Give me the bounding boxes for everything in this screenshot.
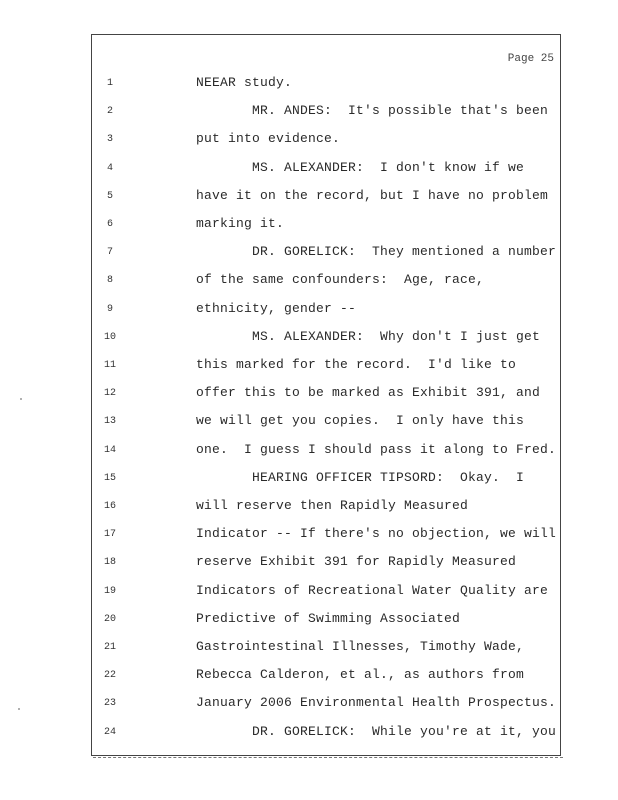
line-text: will reserve then Rapidly Measured	[196, 498, 469, 513]
line-text: marking it.	[196, 216, 285, 231]
line-number: 23	[103, 698, 116, 710]
transcript-line	[92, 329, 560, 349]
line-number: 9	[106, 303, 113, 315]
page-number: Page 25	[507, 53, 554, 65]
line-number: 15	[103, 472, 116, 484]
transcript-page	[91, 34, 561, 756]
line-number: 3	[106, 134, 113, 146]
line-number: 6	[106, 219, 113, 230]
scan-speck	[20, 398, 22, 400]
line-number: 12	[103, 388, 116, 400]
line-text: this marked for the record. I'd like to	[196, 357, 517, 372]
line-text: offer this to be marked as Exhibit 391, and	[196, 385, 541, 401]
transcript-line	[92, 526, 560, 546]
transcript-line	[92, 216, 560, 236]
line-text: Gastrointestinal Illnesses, Timothy Wade,	[196, 639, 525, 654]
transcript-line	[92, 75, 560, 95]
line-number: 19	[103, 585, 116, 597]
line-text: one. I guess I should pass it along to Fred.	[196, 441, 557, 457]
line-number: 5	[106, 190, 113, 202]
line-number: 17	[103, 529, 116, 541]
line-text: January 2006 Environmental Health Prospectus.	[196, 695, 557, 711]
transcript-line	[92, 639, 560, 659]
line-text: ethnicity, gender --	[196, 300, 357, 316]
line-number: 10	[103, 331, 116, 343]
transcript-line	[92, 103, 560, 123]
line-number: 4	[106, 162, 113, 174]
bottom-rule	[93, 757, 563, 758]
line-number: 21	[103, 642, 116, 653]
line-text: MS. ALEXANDER: I don't know if we	[252, 159, 525, 175]
transcript-line	[92, 357, 560, 377]
line-number: 18	[103, 557, 116, 569]
transcript-line	[92, 554, 560, 574]
line-number: 14	[103, 444, 116, 456]
transcript-line	[92, 413, 560, 433]
line-text: Rebecca Calderon, et al., as authors from	[196, 667, 525, 683]
transcript-line	[92, 611, 560, 631]
line-number: 13	[103, 416, 116, 428]
line-number: 11	[103, 360, 116, 371]
transcript-line	[92, 498, 560, 518]
transcript-line	[92, 385, 560, 405]
transcript-line	[92, 188, 560, 208]
transcript-line	[92, 160, 560, 180]
line-text: put into evidence.	[196, 131, 341, 147]
line-text: MR. ANDES: It's possible that's been	[252, 103, 549, 119]
line-number: 20	[103, 613, 116, 625]
line-text: reserve Exhibit 391 for Rapidly Measured	[196, 554, 517, 570]
line-number: 2	[106, 106, 113, 118]
line-text: of the same confounders: Age, race,	[196, 272, 485, 288]
transcript-line	[92, 667, 560, 687]
line-number: 24	[103, 726, 116, 738]
line-text: NEEAR study.	[196, 75, 293, 90]
transcript-line	[92, 470, 560, 490]
transcript-line	[92, 131, 560, 151]
transcript-line	[92, 301, 560, 321]
line-text: DR. GORELICK: They mentioned a number	[252, 244, 557, 260]
transcript-line	[92, 695, 560, 715]
line-text: HEARING OFFICER TIPSORD: Okay. I	[252, 469, 525, 485]
transcript-line	[92, 442, 560, 462]
line-number: 22	[103, 670, 116, 682]
line-text: we will get you copies. I only have this	[196, 413, 525, 429]
transcript-line	[92, 272, 560, 292]
line-number: 7	[106, 247, 113, 259]
line-text: MS. ALEXANDER: Why don't I just get	[252, 328, 541, 344]
transcript-line	[92, 583, 560, 603]
transcript-line	[92, 724, 560, 744]
line-text: DR. GORELICK: While you're at it, you	[252, 723, 557, 739]
line-text: Indicator -- If there's no objection, we will	[196, 526, 557, 542]
line-number: 1	[106, 78, 113, 89]
line-text: Predictive of Swimming Associated	[196, 610, 461, 626]
line-number: 8	[106, 275, 113, 287]
line-number: 16	[103, 501, 116, 512]
line-text: Indicators of Recreational Water Quality are	[196, 582, 549, 598]
scan-speck	[18, 708, 20, 710]
line-text: have it on the record, but I have no problem	[196, 187, 549, 203]
transcript-line	[92, 244, 560, 264]
